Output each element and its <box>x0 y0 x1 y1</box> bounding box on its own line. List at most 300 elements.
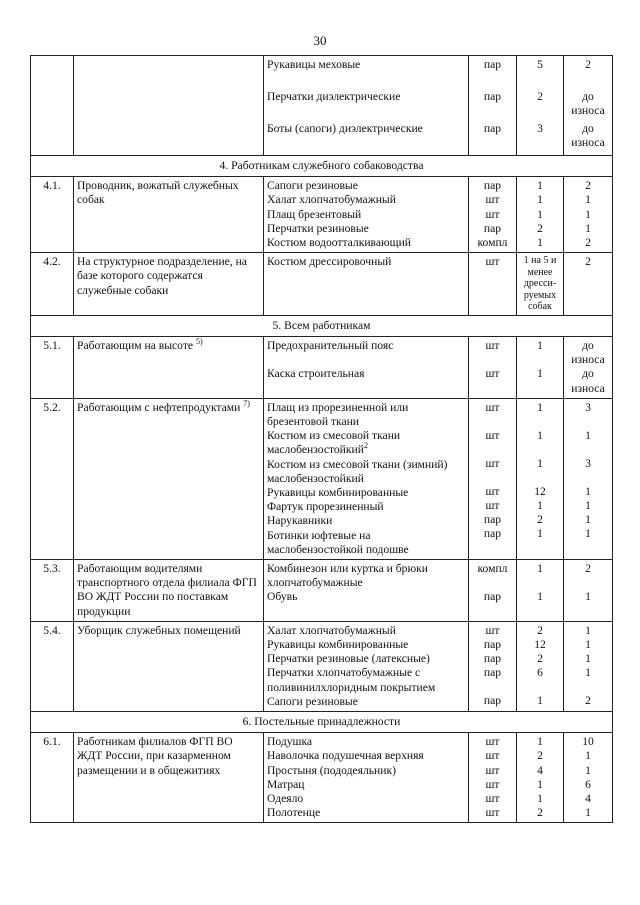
item-name <box>267 236 465 250</box>
quantity <box>520 652 560 666</box>
wear-period-text: 1 <box>585 637 591 651</box>
table-row <box>31 56 613 156</box>
unit-text: пар <box>483 589 502 603</box>
wear-period-cell <box>564 336 613 398</box>
worker-category-text: Работающим водителями транспортного отдела филиала ФГП ВО ЖДТ России по поставкам продукции <box>77 561 257 618</box>
item-name-text: Нарукавники <box>267 514 333 528</box>
section-header-row <box>31 156 613 177</box>
quantity-text: 1 <box>537 694 543 708</box>
wear-period-cell <box>564 559 613 621</box>
item-name-text: Перчатки резиновые (латексные) <box>267 652 430 666</box>
unit <box>472 339 513 367</box>
unit-text: шт <box>485 400 500 414</box>
quantity-cell <box>517 559 564 621</box>
wear-period-text: 1 <box>585 749 591 763</box>
quantity <box>520 749 560 763</box>
unit-text: пар <box>483 179 502 193</box>
wear-period-text: 1 <box>585 428 591 442</box>
wear-period <box>567 179 609 193</box>
wear-period <box>567 255 609 269</box>
item-name <box>267 624 465 638</box>
quantity-text: 2 <box>537 221 543 235</box>
wear-period-text: 1 <box>585 589 591 603</box>
unit-text: шт <box>485 193 500 207</box>
worker-category-text: На структурное подразделение, на базе которого содержатся служебные собаки <box>77 255 247 297</box>
wear-period <box>567 806 609 820</box>
worker-category <box>74 621 264 711</box>
quantity <box>520 339 560 367</box>
quantity-cell <box>517 733 564 823</box>
footnote-ref: 7) <box>243 398 250 408</box>
wear-period-cell <box>564 398 613 559</box>
item-name-text: Подушка <box>267 735 313 749</box>
unit-text: шт <box>485 484 500 498</box>
unit <box>472 179 513 193</box>
unit-cell <box>469 621 517 711</box>
wear-period-text: 6 <box>585 777 591 791</box>
wear-period <box>567 778 609 792</box>
item-name-text: Халат хлопчатобумажный <box>267 623 396 637</box>
unit-text: пар <box>483 513 502 527</box>
row-number: 4.2. <box>31 253 74 316</box>
unit-cell <box>469 559 517 621</box>
unit: пар <box>483 58 502 71</box>
unit <box>472 401 513 429</box>
quantity-text: 2 <box>537 623 543 637</box>
wear-period <box>567 339 609 367</box>
unit-cell <box>469 336 517 398</box>
unit <box>472 624 513 638</box>
footnote-ref: 5) <box>195 337 203 347</box>
page-number: 30 <box>313 33 327 48</box>
quantity-cell <box>517 177 564 253</box>
wear-period-cell <box>564 253 613 316</box>
unit <box>472 236 513 250</box>
unit-text: шт <box>485 792 500 806</box>
unit-text: шт <box>485 623 500 637</box>
quantity-text: 1 <box>537 527 543 541</box>
item-name-text: Рукавицы комбинированные <box>267 485 409 499</box>
unit <box>472 367 513 381</box>
item-cell <box>264 56 469 156</box>
wear-period <box>567 638 609 652</box>
worker-category <box>74 559 264 621</box>
quantity-text: 1 <box>537 179 543 193</box>
unit-text: шт <box>485 338 500 352</box>
quantity-text: 6 <box>537 666 543 680</box>
wear-period-text: 4 <box>585 792 591 806</box>
wear-period-text: 1 <box>585 193 591 207</box>
item-name-text: Простыня (пододеяльник) <box>267 763 396 777</box>
unit <box>472 590 513 604</box>
item-name <box>267 666 465 694</box>
wear-period <box>567 236 609 250</box>
quantity-text: 1 <box>537 735 543 749</box>
item-name <box>267 486 465 500</box>
section-header-row <box>31 315 613 336</box>
unit-cell <box>469 398 517 559</box>
quantity-text: 1 <box>537 792 543 806</box>
row-number: 6.1. <box>31 733 74 823</box>
unit <box>472 499 513 513</box>
table-row <box>31 621 613 711</box>
wear-period-text: 2 <box>585 236 591 250</box>
quantity: 2 <box>537 90 543 103</box>
unit-text: пар <box>483 694 502 708</box>
unit-cell <box>469 177 517 253</box>
unit-cell <box>469 253 517 316</box>
row-number: 4.1. <box>31 177 74 253</box>
table-row <box>31 253 613 316</box>
item-name-text: Ботинки юфтевые на маслобензостойкой подошве <box>267 528 409 556</box>
unit-text: шт <box>485 428 500 442</box>
quantity-text: 12 <box>534 637 546 651</box>
wear-period-text: 3 <box>585 400 591 414</box>
item-cell <box>264 336 469 398</box>
table-row <box>31 559 613 621</box>
quantity <box>520 638 560 652</box>
wear-period-text: 2 <box>585 179 591 193</box>
item-name-text: Костюм из смесовой ткани (зимний) маслобензостойкий <box>267 457 448 485</box>
quantity <box>520 222 560 236</box>
unit <box>472 638 513 652</box>
unit <box>472 562 513 590</box>
row-number: 5.3. <box>31 559 74 621</box>
quantity <box>520 527 560 555</box>
wear-period <box>567 367 609 395</box>
item-name-text: Наволочка подушечная верхняя <box>267 749 424 763</box>
table-body <box>31 56 613 823</box>
wear-period <box>567 429 609 457</box>
unit-text: шт <box>485 777 500 791</box>
unit <box>472 652 513 666</box>
item-name-text: Перчатки резиновые <box>267 221 369 235</box>
unit <box>472 749 513 763</box>
unit-cell <box>469 56 517 156</box>
quantity-text: 1 <box>537 193 543 207</box>
worker-category-text: Работающим с нефтепродуктами <box>77 400 241 414</box>
unit <box>472 513 513 527</box>
item-name <box>267 458 465 486</box>
quantity <box>520 764 560 778</box>
item-name <box>267 638 465 652</box>
quantity-cell <box>517 253 564 316</box>
quantity <box>520 562 560 590</box>
row-number: 5.1. <box>31 336 74 398</box>
item-name <box>267 735 465 749</box>
row-number: 5.4. <box>31 621 74 711</box>
quantity-text: 1 <box>537 400 543 414</box>
wear-period-text: 1 <box>585 207 591 221</box>
quantity <box>520 429 560 457</box>
worker-category-text: Работающим на высоте <box>77 338 194 352</box>
wear-period <box>567 652 609 666</box>
wear-period <box>567 527 609 555</box>
item-name: Рукавицы меховые <box>267 58 361 71</box>
item-cell <box>264 398 469 559</box>
item-name <box>267 222 465 236</box>
wear-period-text: 10 <box>582 735 594 749</box>
row-number: 5.2. <box>31 398 74 559</box>
row-number-cell <box>31 56 74 156</box>
unit <box>472 193 513 207</box>
item-name-text: Плащ брезентовый <box>267 207 362 221</box>
section-title: 5. Всем работникам <box>31 315 613 336</box>
quantity <box>520 792 560 806</box>
table-row <box>31 733 613 823</box>
item-name <box>267 806 465 820</box>
ppe-norms-table <box>30 55 613 823</box>
unit <box>472 457 513 485</box>
worker-category-text: Работникам филиалов ФГП ВО ЖДТ России, при казарменном размещении и в общежитиях <box>77 735 233 777</box>
item-name-text: Комбинезон или куртка и брюки хлопчатобумажные <box>267 561 428 590</box>
unit <box>472 806 513 820</box>
item-name <box>267 590 465 604</box>
quantity <box>520 624 560 638</box>
unit-text: шт <box>485 806 500 820</box>
item-name <box>267 562 465 590</box>
worker-category <box>74 398 264 559</box>
quantity-text: 2 <box>537 749 543 763</box>
section-title: 6. Постельные принадлежности <box>31 712 613 733</box>
wear-period: до износа <box>571 122 605 150</box>
quantity: 5 <box>537 58 543 71</box>
item-name-text: Рукавицы комбинированные <box>267 637 409 651</box>
unit <box>472 527 513 555</box>
wear-period-text: 2 <box>585 694 591 708</box>
item-name <box>267 255 465 269</box>
unit-cell <box>469 733 517 823</box>
quantity-text: 1 <box>537 207 543 221</box>
item-name-text: Предохранительный пояс <box>267 338 394 352</box>
quantity <box>520 208 560 222</box>
item-name <box>267 367 465 381</box>
wear-period-text: 3 <box>585 456 591 470</box>
item-name-text: Матрац <box>267 777 305 791</box>
item-name-text: Костюм дрессировочный <box>267 255 392 269</box>
quantity-cell <box>517 336 564 398</box>
table-row <box>31 177 613 253</box>
table-row <box>31 336 613 398</box>
unit-text: шт <box>485 366 500 380</box>
item-name: Боты (сапоги) диэлектрические <box>267 122 423 135</box>
quantity-text: 2 <box>537 652 543 666</box>
wear-period-text: до износа <box>571 338 605 367</box>
item-name-text: Каска строительная <box>267 366 365 380</box>
item-name <box>267 792 465 806</box>
unit <box>472 208 513 222</box>
wear-period <box>567 749 609 763</box>
wear-period <box>567 485 609 499</box>
wear-period <box>567 222 609 236</box>
worker-category-text: Проводник, вожатый служебных собак <box>77 179 239 207</box>
unit-text: шт <box>485 456 500 470</box>
footnote-ref: 2 <box>363 441 368 451</box>
quantity-text: 12 <box>534 484 546 498</box>
quantity <box>520 401 560 429</box>
unit-text: шт <box>485 749 500 763</box>
worker-category-text: Уборщик служебных помещений <box>77 623 241 637</box>
quantity <box>520 367 560 381</box>
item-cell <box>264 733 469 823</box>
item-name-text: Перчатки хлопчатобумажные с поливинилхлоридным покрытием <box>267 666 436 694</box>
quantity-text: 1 <box>537 428 543 442</box>
item-name-text: Одеяло <box>267 792 304 806</box>
quantity-text: 1 <box>537 456 543 470</box>
unit-text: пар <box>483 527 502 541</box>
item-name <box>267 193 465 207</box>
wear-period-text: 1 <box>585 221 591 235</box>
wear-period <box>567 401 609 429</box>
unit <box>472 666 513 694</box>
unit-text: пар <box>483 666 502 680</box>
quantity <box>520 255 560 313</box>
quantity <box>520 236 560 250</box>
item-cell <box>264 621 469 711</box>
item-name <box>267 529 465 557</box>
item-name-text: Обувь <box>267 590 298 604</box>
unit-text: шт <box>485 207 500 221</box>
worker-category <box>74 336 264 398</box>
item-name-text: Фартук прорезиненный <box>267 500 384 514</box>
unit <box>472 735 513 749</box>
unit: пар <box>483 90 502 103</box>
item-name <box>267 778 465 792</box>
wear-period <box>567 499 609 513</box>
section-header-row <box>31 712 613 733</box>
item-name-text: Костюм из смесовой ткани маслобензостойкий <box>267 429 401 457</box>
unit-text: шт <box>485 763 500 777</box>
item-name <box>267 179 465 193</box>
item-name-text: Костюм водоотталкивающий <box>267 236 412 250</box>
wear-period-text: 1 <box>585 666 591 680</box>
quantity <box>520 485 560 499</box>
unit <box>472 222 513 236</box>
section-title: 4. Работникам служебного собаководства <box>31 156 613 177</box>
quantity <box>520 179 560 193</box>
quantity-text: 1 <box>537 498 543 512</box>
wear-period <box>567 562 609 590</box>
quantity-text: 1 <box>537 338 543 352</box>
quantity <box>520 590 560 604</box>
worker-category <box>74 253 264 316</box>
quantity <box>520 694 560 708</box>
item-cell <box>264 253 469 316</box>
quantity-text: 1 <box>537 777 543 791</box>
unit-text: пар <box>483 637 502 651</box>
quantity-text: 2 <box>537 806 543 820</box>
worker-category <box>74 733 264 823</box>
wear-period <box>567 193 609 207</box>
item-name <box>267 652 465 666</box>
unit-text: компл <box>477 561 508 575</box>
wear-period <box>567 513 609 527</box>
wear-period <box>567 792 609 806</box>
item-name-text: Сапоги резиновые <box>267 694 358 708</box>
wear-period <box>567 590 609 604</box>
unit <box>472 255 513 269</box>
quantity-cell <box>517 621 564 711</box>
wear-period-text: 1 <box>585 652 591 666</box>
unit <box>472 694 513 708</box>
wear-period <box>567 666 609 694</box>
wear-period-text: 1 <box>585 763 591 777</box>
table-row <box>31 398 613 559</box>
wear-period-text: 1 <box>585 623 591 637</box>
unit <box>472 485 513 499</box>
unit: пар <box>483 122 502 135</box>
quantity <box>520 735 560 749</box>
quantity: 3 <box>537 122 543 135</box>
wear-period-cell <box>564 177 613 253</box>
wear-period <box>567 764 609 778</box>
quantity-text: 1 <box>537 366 543 380</box>
item-name <box>267 401 465 429</box>
unit-text: пар <box>483 652 502 666</box>
wear-period <box>567 208 609 222</box>
wear-period-cell <box>564 56 613 156</box>
item-cell <box>264 177 469 253</box>
wear-period <box>567 735 609 749</box>
quantity-text: 2 <box>537 513 543 527</box>
quantity <box>520 806 560 820</box>
worker-category <box>74 177 264 253</box>
item-name <box>267 429 465 457</box>
quantity-cell <box>517 56 564 156</box>
item-name <box>267 695 465 709</box>
quantity <box>520 778 560 792</box>
quantity <box>520 499 560 513</box>
wear-period: до износа <box>571 90 605 118</box>
item-name-text: Халат хлопчатобумажный <box>267 193 396 207</box>
quantity <box>520 193 560 207</box>
wear-period-text: 1 <box>585 527 591 541</box>
quantity <box>520 513 560 527</box>
item-name-text: Сапоги резиновые <box>267 179 358 193</box>
item-name <box>267 208 465 222</box>
unit <box>472 778 513 792</box>
unit-text: шт <box>485 735 500 749</box>
quantity-text: 4 <box>537 763 543 777</box>
item-name-text: Плащ из прорезиненной или брезентовой ткани <box>267 400 409 428</box>
wear-period-text: 2 <box>585 255 591 269</box>
quantity-cell <box>517 398 564 559</box>
quantity-text: 1 <box>537 589 543 603</box>
quantity-text: 1 <box>537 236 543 250</box>
wear-period-text: 1 <box>585 484 591 498</box>
unit-text: шт <box>485 498 500 512</box>
quantity <box>520 457 560 485</box>
item-name <box>267 500 465 514</box>
unit-text: шт <box>485 255 500 269</box>
wear-period-cell <box>564 733 613 823</box>
wear-period-text: 1 <box>585 806 591 820</box>
unit <box>472 764 513 778</box>
unit <box>472 429 513 457</box>
wear-period-text: 2 <box>585 561 591 575</box>
unit-text: пар <box>483 221 502 235</box>
item-name <box>267 749 465 763</box>
quantity-text: 1 на 5 и менее дресси-руемых собак <box>523 255 557 313</box>
item-cell <box>264 559 469 621</box>
wear-period-cell <box>564 621 613 711</box>
wear-period-text: до износа <box>571 367 605 395</box>
wear-period <box>567 457 609 485</box>
item-name-text: Полотенце <box>267 806 321 820</box>
wear-period <box>567 624 609 638</box>
wear-period-text: 1 <box>585 513 591 527</box>
item-name: Перчатки диэлектрические <box>267 90 401 103</box>
